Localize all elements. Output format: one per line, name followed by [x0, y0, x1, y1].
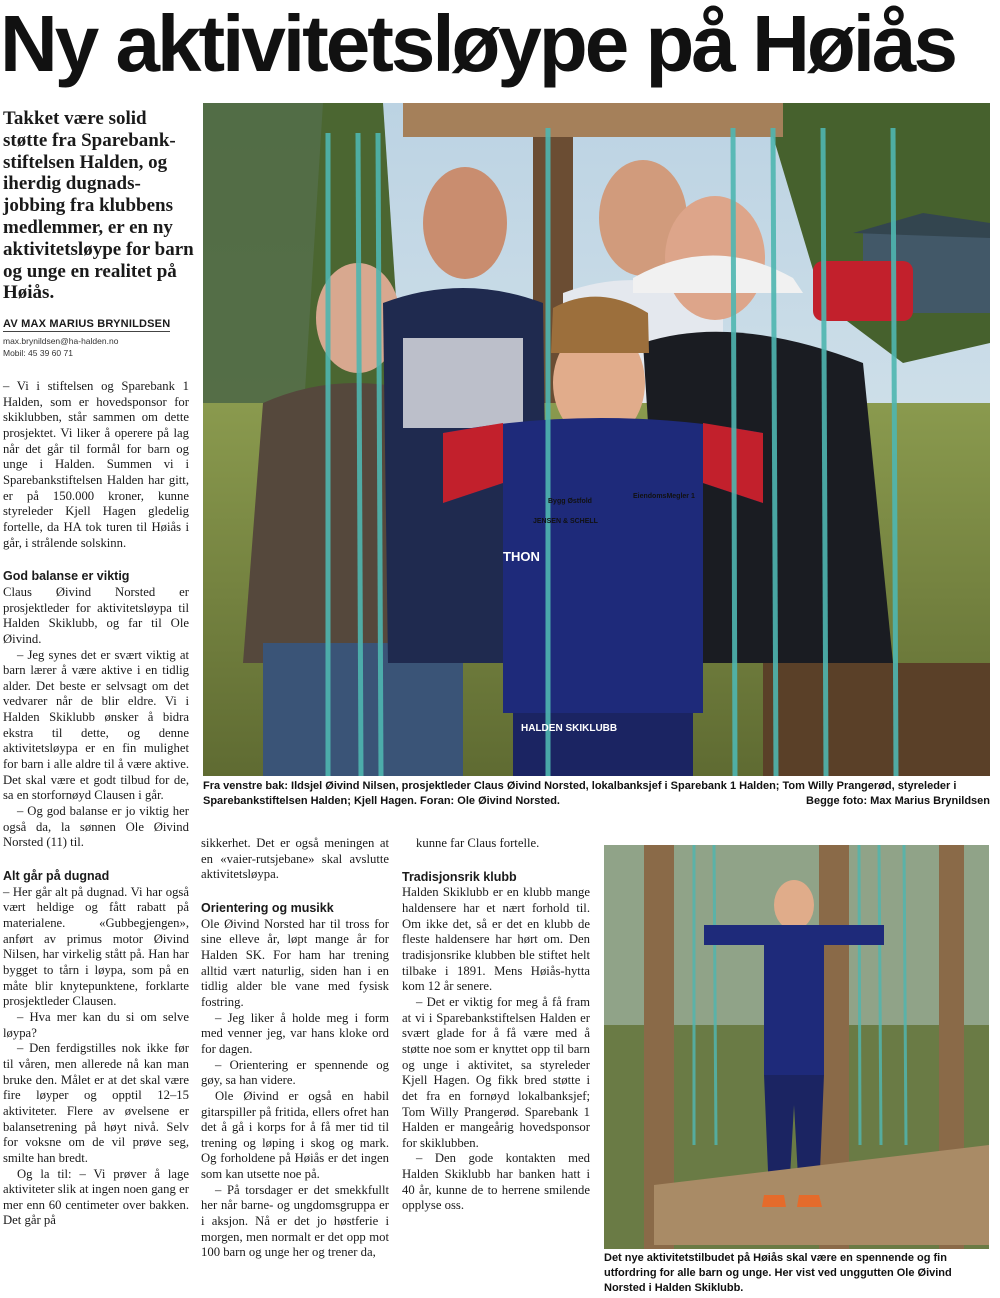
red-car [813, 261, 913, 321]
paragraph: – Vi i stiftelsen og Sparebank 1 Halden, som er hovedsponsor for skiklubben, står sammen om dette prosjektet. Vi liker å operere på lag når det går til formål for barn og unge i Halden. Summen vi i Sparebankstiftelsen Halden har gitt, er på 150.000 kroner, kunne styreleder Kjell Hagen gledelig fortelle, da HA tok turen til Høiås i går, i strålende solskinn. [3, 379, 189, 550]
paragraph: – Den ferdigstilles nok ikke før til våren, men allerede nå kan man bruke den. Målet er at det skal være fire løyper og opptil 12–15 aktiviteter. Flere av øvelsene er balansetrening på høyt nivå. Selv for voksne om de vil prøve seg, smilte han bredt. [3, 1041, 189, 1165]
byline: AV MAX MARIUS BRYNILDSEN [3, 318, 171, 330]
byline-phone: Mobil: 45 39 60 71 [3, 348, 73, 358]
jersey-sponsor-jensen: JENSEN & SCHELL [533, 518, 598, 525]
article-column-1 [3, 379, 189, 1229]
article-column-3 [402, 836, 590, 1214]
paragraph: – Her går alt på dugnad. Vi har også vært heldige og fått rabatt på materialene. «Gubbegjengen», anført av primus motor Øivind Nilsen, har virkelig stått på. Han har bygget to tårn i løypa, som på en måte blir knytepunktene, forklarte prosjektleder Clausen. [3, 884, 189, 1009]
boy-on-course-illustration [604, 845, 989, 1249]
paragraph: Og la til: – Vi prøver å lage aktiviteter slik at ingen noen gang er mer enn 60 centimeter over bakken. Det går på [3, 1166, 189, 1228]
paragraph: – Jeg liker å holde meg i form med venner jeg, var hans kloke ord for dagen. [201, 1010, 389, 1056]
paragraph: – Orientering er spennende og gøy, sa han videre. [201, 1057, 389, 1088]
paragraph: Ole Øivind Norsted har til tross for sine elleve år, løpt mange år for Halden SK. For ham har trening alltid vært naturlig, siden han i en tidlig alder ble vane med fysisk fostring. [201, 916, 389, 1009]
pants-club-name: HALDEN SKIKLUBB [521, 723, 618, 734]
paragraph: Ole Øivind er også en habil gitarspiller på fritida, ellers ofret han det å gå i korps for å få mer tid til trening og løping i skog og mark. Og forholdene på Høiås er det ingen som kan utsette noe på. [201, 1088, 389, 1182]
subheading-balance: God balanse er viktig [3, 569, 130, 584]
paragraph: – På torsdager er det smekkfullt her når barne- og ungdomsgruppa er i aksjon. Nå er det jo høstferie i morgen, men normalt er det opp mot 100 barn og unge her og trener da, [201, 1182, 389, 1260]
paragraph: – Det er viktig for meg å få fram at vi i Sparebankstiftelsen Halden er svært glade for å få være med å støtte noe som er knyttet opp til barn og unge i aktivitet, sa styreleder Kjell Hagen. Og fikk bred støtte i det fra en fornøyd lokalbanksjef; Tom Willy Prangerød. Sparebank 1 Halden er mangeårig hovedsponsor for skiklubben. [402, 994, 590, 1150]
paragraph: sikkerhet. Det er også meningen at en «vaier-rutsjebane» skal avslutte aktivitetsløypa. [201, 836, 389, 882]
paragraph: – Og god balanse er jo viktig her også da, la sønnen Ole Øivind Norsted (11) til. [3, 804, 189, 850]
subheading-tradisjon: Tradisjonsrik klubb [402, 869, 517, 884]
second-photo [604, 845, 989, 1249]
subheading-dugnad: Alt går på dugnad [3, 869, 110, 884]
jersey-sponsor-eiendom: EiendomsMegler 1 [633, 493, 695, 500]
jersey-sponsor-thon: THON [503, 549, 540, 564]
subheading-orientering: Orientering og musikk [201, 900, 334, 915]
article-column-2 [201, 836, 389, 1261]
photo-credit: Begge foto: Max Marius Brynildsen [806, 795, 990, 807]
paragraph: – Hva mer kan du si om selve løypa? [3, 1009, 189, 1040]
second-photo-caption: Det nye aktivitetstilbudet på Høiås skal være en spennende og fin utfordring for alle barn og unge. Her vist ved unggutten Ole Øivind Norsted i Halden Skiklubb. [604, 1252, 952, 1294]
paragraph: Halden Skiklubb er en klubb mange haldensere har et nært forhold til. Om ikke det, så er det en klubb de fleste haldensere har hørt om. Den tradisjonsrike klubben ble stiftet helt tilbake i 1891. Mens Høiås-hytta kom 12 år senere. [402, 885, 590, 994]
byline-email[interactable]: max.brynildsen@ha-halden.no [3, 336, 119, 346]
paragraph: – Den gode kontakten med Halden Skiklubb har banken hatt i 40 år, kunne de to herrene smilende opplyse oss. [402, 1151, 590, 1213]
caption-text: Fra venstre bak: Ildsjel Øivind Nilsen, prosjektleder Claus Øivind Norsted, lokalbanksjef i Sparebank 1 Halden; Tom Willy Prangerød, styreleder i Sparebankstiftelsen Halden; Kjell Hagen. Foran: Ole Øivind Norsted. [203, 780, 957, 807]
group-photo-illustration [203, 103, 990, 776]
headline: Ny aktivitetsløype på Høiås [0, 0, 955, 88]
paragraph: – Jeg synes det er svært viktig at barn lærer å være aktive i en tidlig alder. Det beste er selvsagt om det vedvarer når de blir eldre. Vi i Halden Skiklubb ønsker å bidra ekstra til dette, og denne aktivitetsløypa er en fin mulighet for barn i alle aldre til å være aktive. Det skal være et godt tilbud for de, sa en storfornøyd Clausen i går. [3, 647, 189, 803]
paragraph: kunne far Claus fortelle. [416, 836, 540, 850]
paragraph: Claus Øivind Norsted er prosjektleder for aktivitetsløypa til Halden Skiklubb, og far til Ole Øivind. [3, 584, 189, 646]
jersey-sponsor-bygg: Bygg Østfold [548, 498, 592, 505]
main-photo [203, 103, 990, 776]
intro-lead: Takket være solid støtte fra Sparebank-stiftelsen Halden, og iherdig dugnads-jobbing fra klubbens medlemmer, er en ny aktivitetsløype for barn og unge en realitet på Høiås. [3, 108, 194, 304]
